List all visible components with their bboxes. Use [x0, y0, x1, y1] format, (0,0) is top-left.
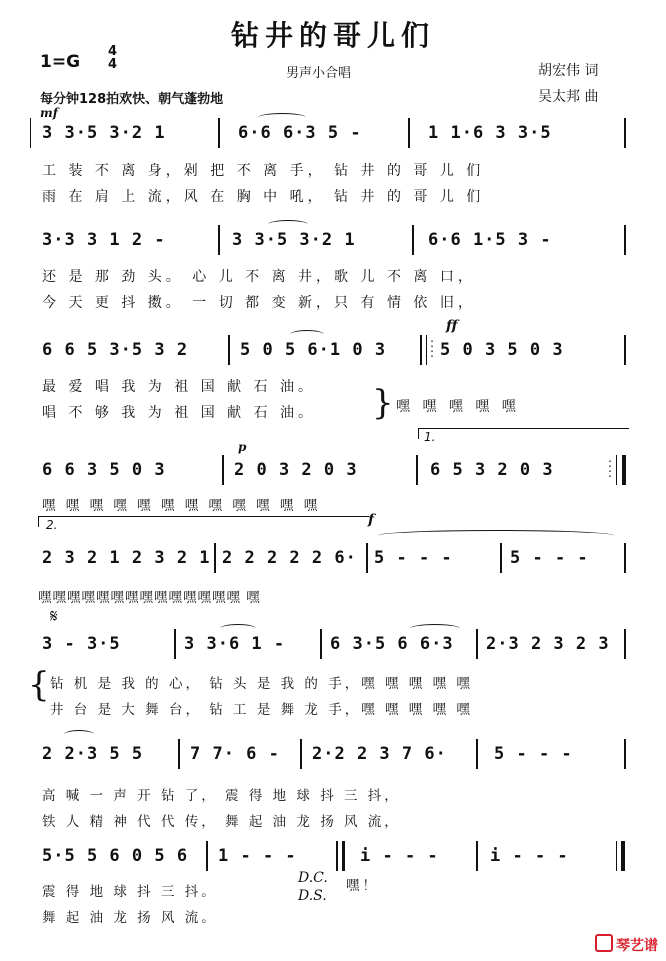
measure-3-notes: 1 1·6 3 3·5 — [428, 123, 552, 143]
time-signature — [108, 45, 117, 71]
measure-25-notes: 5·5 5 6 0 5 6 — [42, 846, 189, 866]
dynamic-p: p — [238, 440, 247, 454]
lyrics-verse-2: 今 天 更 抖 擞。 一 切 都 变 新，只 有 情 依 旧， — [42, 295, 476, 311]
final-hey: 嘿！ — [346, 878, 379, 894]
barline — [206, 841, 208, 871]
end-bar-thick — [621, 841, 625, 871]
barline — [214, 543, 216, 573]
lyricist: 胡宏伟 词 — [538, 63, 599, 79]
composer: 吴太邦 曲 — [538, 89, 599, 105]
subtitle: 男声小合唱 — [286, 66, 352, 81]
measure-24-notes: 5 - - - — [494, 744, 573, 764]
lyrics-verse-1: 最 爱 唱 我 为 祖 国 献 石 油。 — [42, 379, 317, 395]
lyrics-verse-2: 铁 人 精 神 代 代 传， 舞 起 油 龙 扬 风 流， — [42, 814, 401, 830]
barline — [624, 629, 626, 659]
measure-2-notes: 6·6 6·3 5 - — [238, 123, 362, 143]
measure-5-notes: 3 3·5 3·2 1 — [232, 230, 356, 250]
measure-23-notes: 2·2 2 3 7 6· — [312, 744, 447, 764]
end-bar-thin — [616, 841, 617, 871]
barline — [412, 225, 414, 255]
barline — [222, 455, 224, 485]
brace: } — [372, 383, 394, 423]
lyrics-verse-1: 钻 机 是 我 的 心， 钻 头 是 我 的 手，嘿 嘿 嘿 嘿 嘿 — [50, 676, 473, 692]
measure-12-notes: 6 5 3 2 0 3 — [430, 460, 554, 480]
barline — [300, 739, 302, 769]
measure-21-notes: 2 2·3 5 5 — [42, 744, 144, 764]
measure-18-notes: 3 3·6 1 - — [184, 634, 286, 654]
measure-8-notes: 5 0 5 6·1 0 3 — [240, 340, 387, 360]
measure-1-notes: 3 3·5 3·2 1 — [42, 123, 166, 143]
barline — [218, 118, 220, 148]
volta-2-bracket — [38, 516, 369, 527]
barline — [174, 629, 176, 659]
measure-13-notes: 2 3 2 1 2 3 2 1 — [42, 548, 211, 568]
segno-sign: 𝄋 — [50, 606, 58, 627]
logo-icon — [595, 934, 613, 952]
dynamic-mf: mf — [40, 106, 58, 120]
measure-6-notes: 6·6 1·5 3 - — [428, 230, 552, 250]
lyrics-verse-2: 舞 起 油 龙 扬 风 流。 — [42, 910, 218, 926]
repeat-start-thin-bar — [426, 335, 427, 365]
barline — [408, 118, 410, 148]
slur — [220, 624, 256, 633]
time-signature-bottom: 4 — [108, 57, 118, 72]
barline — [178, 739, 180, 769]
repeat-start-thick-bar — [420, 335, 422, 365]
barline — [366, 543, 368, 573]
barline — [624, 335, 626, 365]
measure-19-notes: 6 3·5 6 6·3 — [330, 634, 454, 654]
system-start-bar — [30, 118, 31, 148]
measure-27-notes: i - - - — [360, 846, 439, 866]
tempo-marking: 每分钟128拍欢快、朝气蓬勃地 — [40, 92, 224, 107]
slur — [258, 113, 306, 122]
measure-9-notes: 5 0 3 5 0 3 — [440, 340, 564, 360]
measure-17-notes: 3 - 3·5 — [42, 634, 121, 654]
watermark-text: 琴艺谱 — [616, 938, 658, 954]
repeat-end-dots: : : — [608, 456, 613, 480]
barline — [320, 629, 322, 659]
measure-22-notes: 7 7· 6 - — [190, 744, 280, 764]
measure-7-notes: 6 6 5 3·5 3 2 — [42, 340, 189, 360]
repeat-dots: : : — [430, 336, 435, 360]
barline — [416, 455, 418, 485]
key-signature: 1=G — [40, 52, 81, 72]
lyrics-verse-1: 震 得 地 球 抖 三 抖。 — [42, 884, 218, 900]
barline — [476, 629, 478, 659]
volta-2-label: 2. — [46, 518, 58, 532]
slur — [268, 220, 308, 229]
song-title: 钻井的哥儿们 — [230, 19, 435, 52]
barline — [624, 118, 626, 148]
lyrics-heys: 嘿嘿嘿嘿嘿嘿嘿嘿嘿嘿嘿嘿嘿嘿 嘿 — [38, 590, 261, 606]
slur — [410, 624, 460, 633]
watermark-logo — [595, 934, 658, 955]
barline — [228, 335, 230, 365]
dynamic-ff: ff — [446, 318, 458, 334]
barline — [624, 543, 626, 573]
measure-16-notes: 5 - - - — [510, 548, 589, 568]
volta-1-bracket — [418, 428, 629, 439]
barline — [476, 841, 478, 871]
repeat-end-thick-bar — [622, 455, 626, 485]
measure-28-notes: i - - - — [490, 846, 569, 866]
slur — [64, 730, 94, 739]
measure-20-notes: 2·3 2 3 2 3 — [486, 634, 610, 654]
barline — [500, 543, 502, 573]
final-bar-thick — [342, 841, 345, 871]
time-signature-top: 4 — [108, 44, 118, 59]
measure-15-notes: 5 - - - — [374, 548, 453, 568]
lyrics-verse-1: 工 装 不 离 身，剁 把 不 离 手， 钻 井 的 哥 儿 们 — [42, 163, 485, 179]
barline — [476, 739, 478, 769]
barline — [218, 225, 220, 255]
da-capo-mark: D.C. — [298, 870, 328, 886]
barline — [624, 739, 626, 769]
brace: { — [28, 665, 50, 705]
tie — [378, 530, 614, 541]
dal-segno-mark: D.S. — [298, 888, 327, 904]
repeat-end-thin-bar — [616, 455, 617, 485]
slur — [290, 330, 324, 339]
measure-10-notes: 6 6 3 5 0 3 — [42, 460, 166, 480]
final-bar-thin — [336, 841, 338, 871]
volta-1-label: 1. — [424, 430, 436, 444]
dynamic-f: f — [368, 512, 375, 528]
lyrics-verse-1: 还 是 那 劲 头。 心 儿 不 离 井，歌 儿 不 离 口， — [42, 269, 476, 285]
lyrics-verse-1: 高 喊 一 声 开 钻 了， 震 得 地 球 抖 三 抖， — [42, 788, 401, 804]
barline — [624, 225, 626, 255]
lyrics-verse-2: 雨 在 肩 上 流，风 在 胸 中 吼， 钻 井 的 哥 儿 们 — [42, 189, 485, 205]
measure-11-notes: 2 0 3 2 0 3 — [234, 460, 358, 480]
measure-26-notes: 1 - - - — [218, 846, 297, 866]
measure-4-notes: 3·3 3 1 2 - — [42, 230, 166, 250]
measure-14-notes: 2 2 2 2 2 6· — [222, 548, 357, 568]
lyrics-verse-2: 井 台 是 大 舞 台， 钻 工 是 舞 龙 手，嘿 嘿 嘿 嘿 嘿 — [50, 702, 473, 718]
hey-line: 嘿 嘿 嘿 嘿 嘿 — [396, 399, 520, 415]
lyrics-verse-2: 唱 不 够 我 为 祖 国 献 石 油。 — [42, 405, 317, 421]
lyrics-heys: 嘿 嘿 嘿 嘿 嘿 嘿 嘿 嘿 嘿 嘿 嘿 嘿 — [42, 498, 321, 514]
